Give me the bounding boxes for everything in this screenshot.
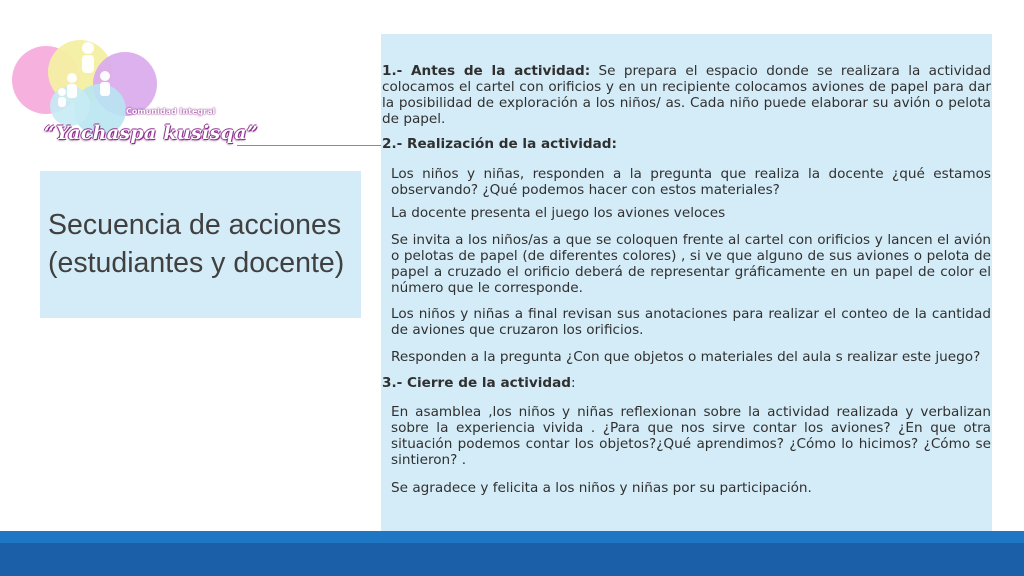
step2-heading: 2.- Realización de la actividad: bbox=[382, 136, 617, 152]
step1-heading: 1.- Antes de la actividad: bbox=[382, 63, 591, 79]
footer-bar-inner bbox=[0, 543, 1024, 576]
step2-paragraph-1: Los niños y niñas, responden a la pregunta que realiza la docente ¿qué estamos observando? ¿Qué podemos hacer con estos materiales? bbox=[391, 166, 991, 198]
step3-heading: 3.- Cierre de la actividad bbox=[382, 375, 572, 391]
step2-paragraph-3: Se invita a los niños/as a que se coloquen frente al cartel con orificios y lancen el avión o pelotas de papel (de diferentes colores) , si ve que alguno de sus aviones o pelota de papel a cruzado el orificio deberá de representar gráficamente en un papel de color el número que le corresponde. bbox=[391, 232, 991, 296]
step2-paragraph-5: Responden a la pregunta ¿Con que objetos o materiales del aula s realizar este juego? bbox=[391, 349, 981, 365]
step3-heading-row bbox=[382, 375, 991, 391]
content-text bbox=[382, 63, 991, 496]
logo bbox=[8, 30, 258, 144]
step2-heading-row bbox=[382, 136, 991, 152]
step2-paragraph-2: La docente presenta el juego los aviones veloces bbox=[391, 205, 726, 221]
title-box bbox=[40, 171, 361, 318]
content-box bbox=[381, 34, 992, 549]
step1-body: Se prepara el espacio donde se realizara la actividad colocamos el cartel con orificios y en un recipiente colocamos aviones de papel para dar la posibilidad de exploración a los niños/ as. Cada niño puede elaborar su avión o pelota de papel. bbox=[382, 63, 991, 127]
footer-bar bbox=[0, 531, 1024, 576]
step3-colon: : bbox=[571, 375, 576, 391]
step1-paragraph bbox=[382, 63, 991, 127]
logo-org-line: Comunidad Integral bbox=[126, 107, 216, 116]
slide-title: Secuencia de acciones (estudiantes y docente) bbox=[48, 209, 345, 279]
step3-paragraph-2: Se agradece y felicita a los niños y niñas por su participación. bbox=[391, 480, 812, 496]
connector-line bbox=[237, 145, 381, 146]
step3-paragraph-1: En asamblea ,los niños y niñas reflexionan sobre la actividad realizada y verbalizan sobre la experiencia vivida . ¿Para que nos sirve contar los aviones? ¿En que otra situación podemos contar los objetos?¿Qué aprendimos? ¿Cómo lo hicimos? ¿Cómo se sintieron? . bbox=[391, 404, 991, 468]
step2-paragraph-4: Los niños y niñas a final revisan sus anotaciones para realizar el conteo de la cantidad de aviones que cruzaron los orificios. bbox=[391, 306, 991, 338]
logo-org-name: “Yachaspa kusisqa” bbox=[44, 122, 258, 144]
